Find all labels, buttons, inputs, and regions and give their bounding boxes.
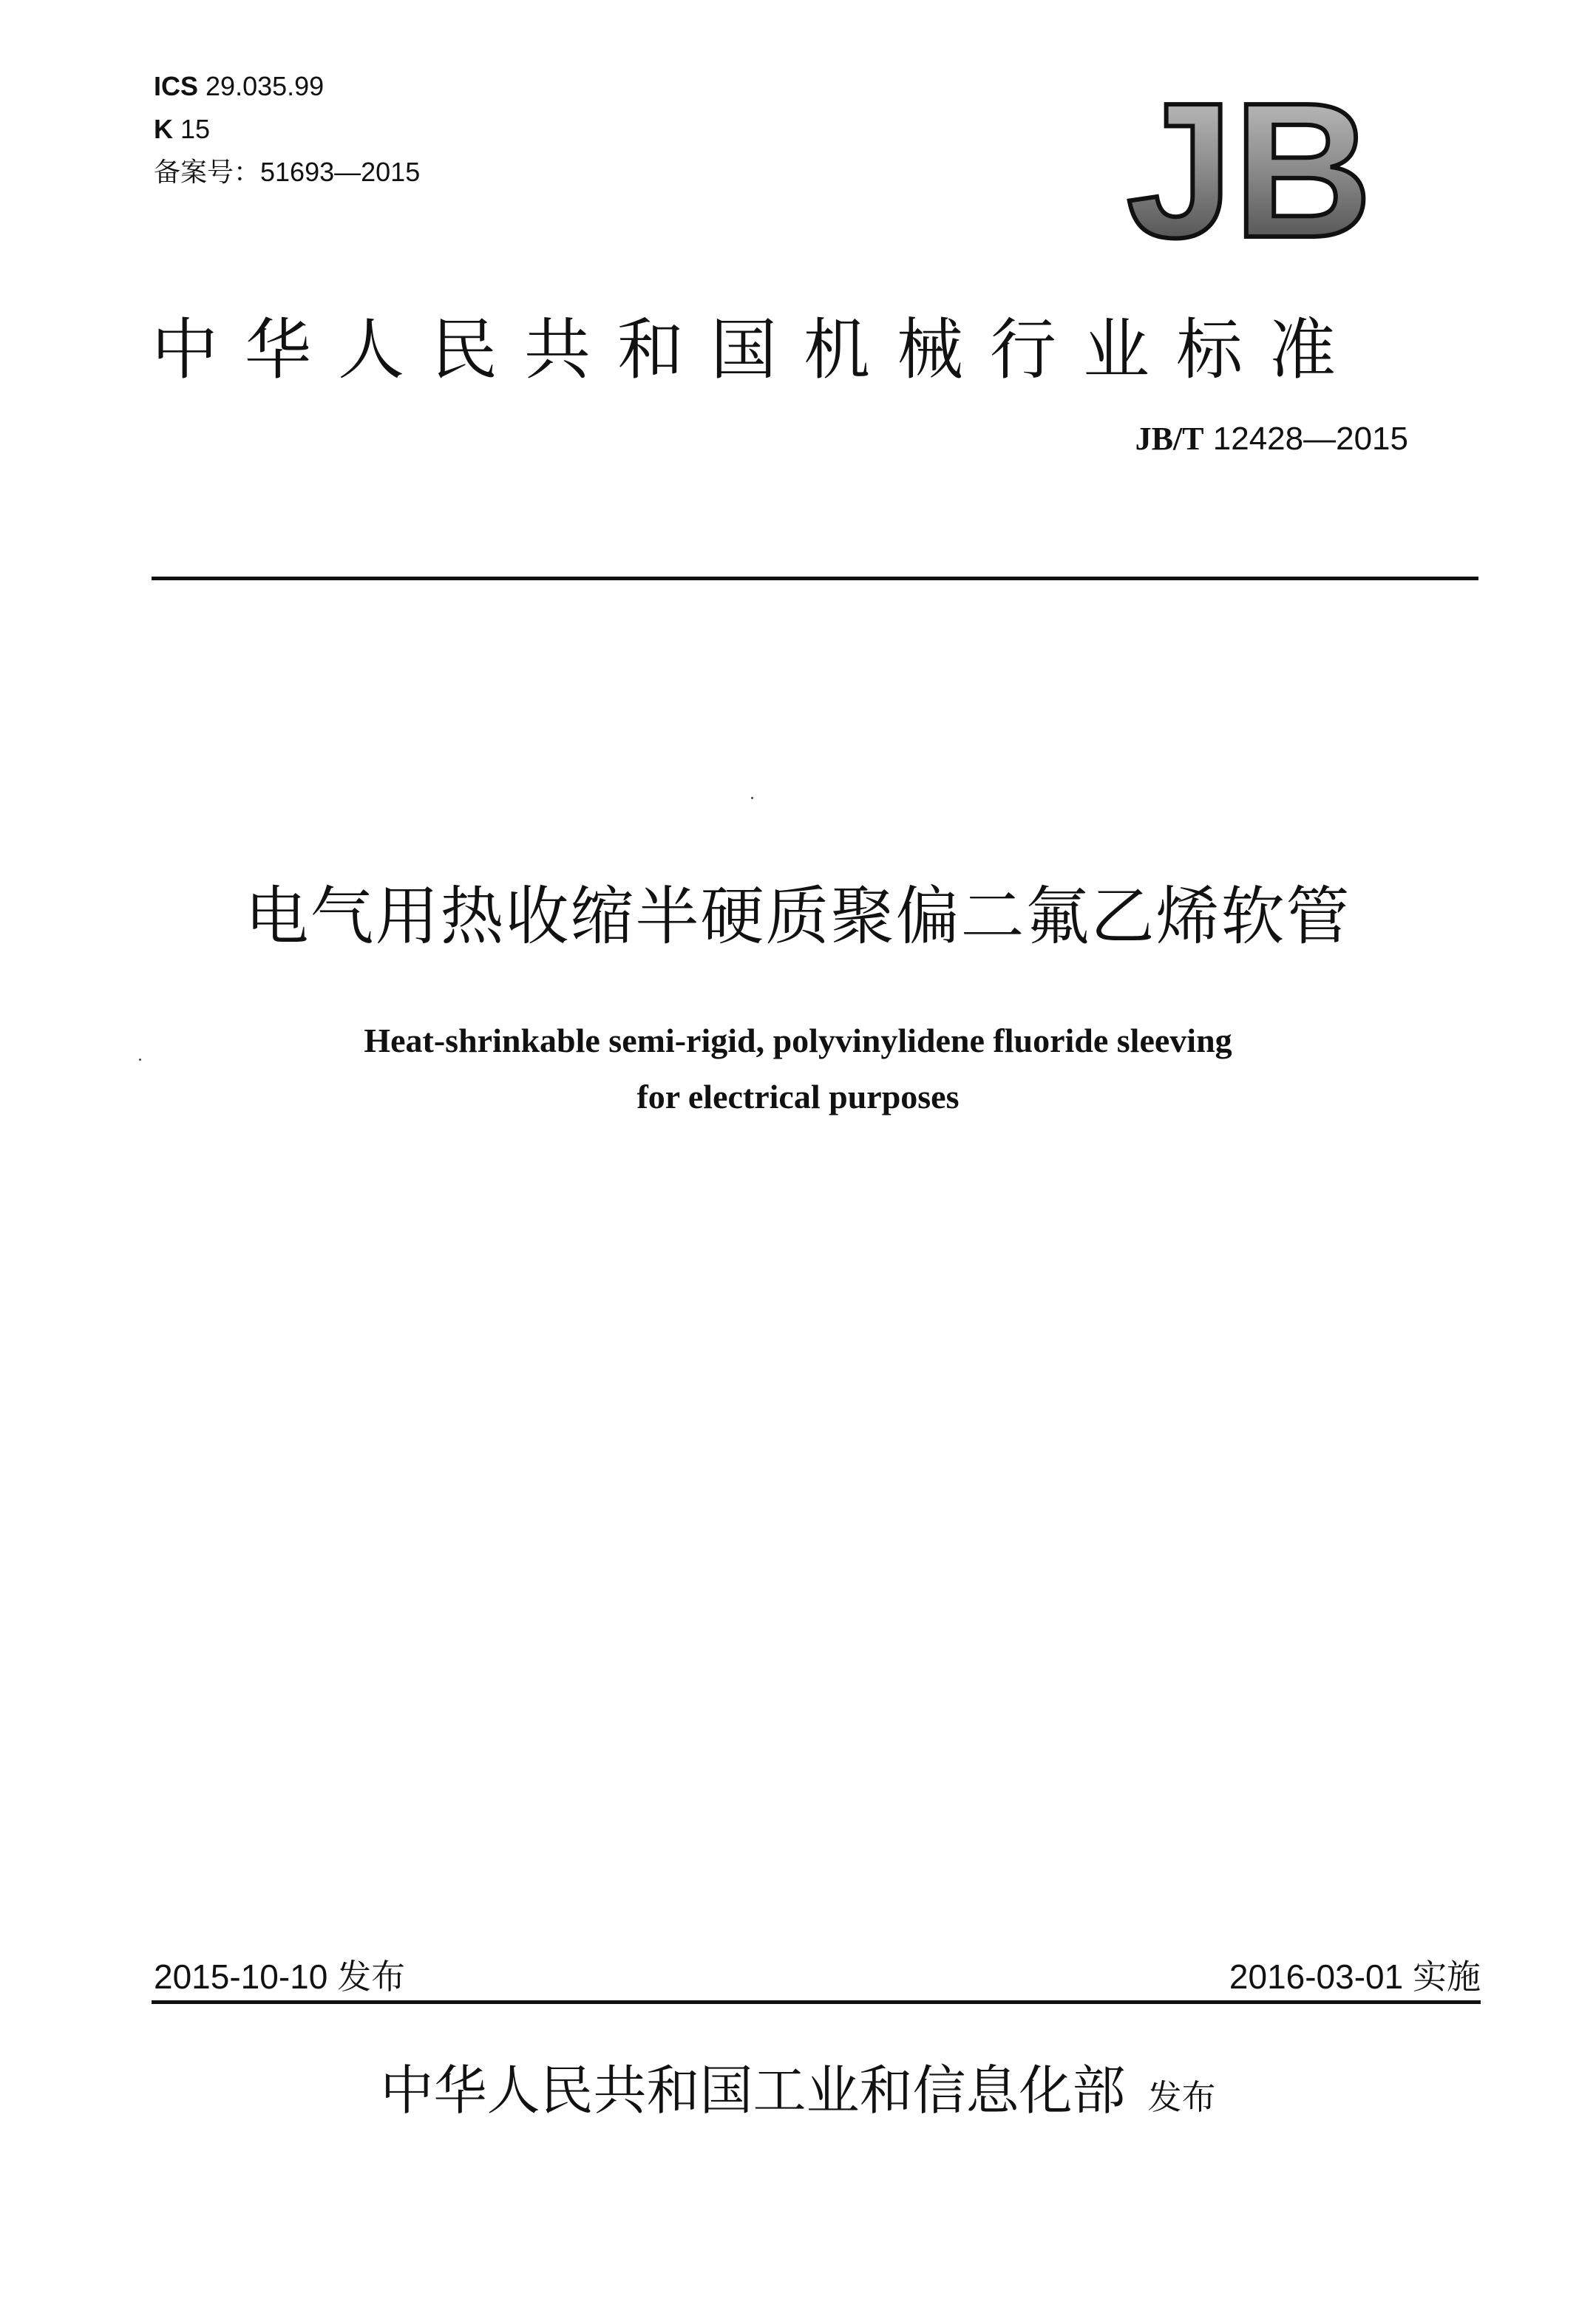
jb-logo [1101, 89, 1397, 251]
standard-number [1135, 420, 1408, 458]
ccs-label: K [154, 114, 173, 144]
english-title-line-2: for electrical purposes [636, 1078, 960, 1115]
issue-date [154, 1950, 405, 1999]
issue-date-value: 2015-10-10 [154, 1957, 328, 1996]
implement-date-value: 2016-03-01 [1229, 1957, 1404, 1996]
chinese-title: 电气用热收缩半硬质聚偏二氟乙烯软管 [245, 880, 1351, 954]
record-label: 备案号： [154, 157, 261, 188]
org-title: 中华人民共和国机械行业标准 [152, 311, 1362, 389]
ics-value: 29.035.99 [206, 71, 325, 101]
classification-codes [154, 65, 420, 194]
logo-text: JB [1126, 89, 1373, 251]
implement-label: 实施 [1413, 1957, 1481, 1997]
ics-code [154, 65, 420, 108]
ccs-code [154, 108, 420, 151]
issue-label: 发布 [337, 1957, 406, 1997]
english-title [0, 1013, 1596, 1125]
issuer-suffix: 发布 [1147, 2077, 1216, 2117]
standard-prefix: JB/T [1135, 421, 1204, 457]
issuing-authority [0, 2048, 1596, 2125]
english-title-line-1: Heat-shrinkable semi-rigid, polyvinylidene fluoride sleeving [364, 1022, 1232, 1059]
ccs-value: 15 [180, 114, 211, 144]
implement-date [1229, 1950, 1481, 1999]
record-value: 51693—2015 [260, 157, 421, 187]
header-divider [152, 577, 1478, 580]
ics-label: ICS [154, 71, 199, 101]
record-number [154, 151, 420, 194]
issuer-name: 中华人民共和国工业和信息化部 [380, 2059, 1126, 2122]
scan-speck [751, 797, 753, 799]
footer-divider [152, 2000, 1481, 2004]
standard-number-value: 12428—2015 [1212, 421, 1408, 457]
